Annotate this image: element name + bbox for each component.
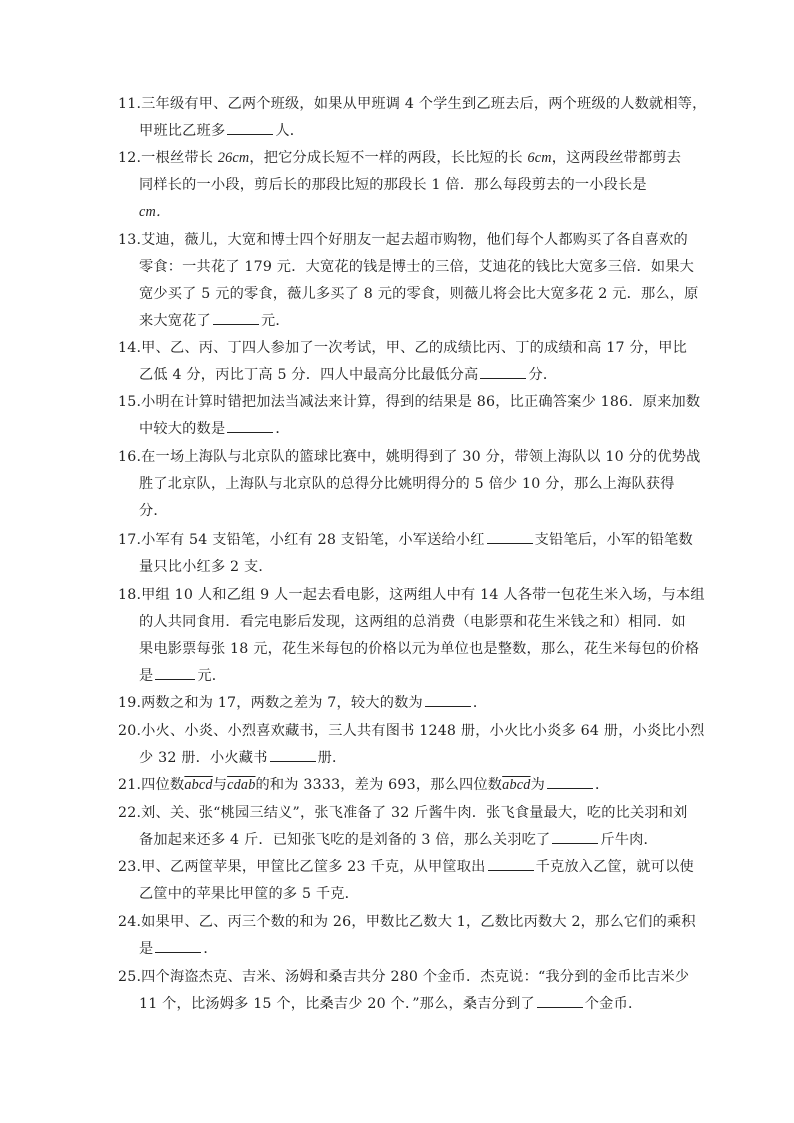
answer-blank[interactable] <box>552 829 598 844</box>
problem-text: 册． <box>317 750 347 766</box>
problem-text: cm． <box>139 204 171 220</box>
problem-number: 21. <box>118 777 142 793</box>
problem-23 <box>118 854 694 908</box>
overline-number: cdab <box>227 777 256 793</box>
problem-number: 25. <box>118 969 142 985</box>
problem-24 <box>118 909 696 963</box>
problem-text: 乙筐中的苹果比甲筐的多 5 千克． <box>139 886 360 902</box>
overline-number: abcd <box>502 777 531 793</box>
problem-text: 11 个，比汤姆多 15 个，比桑吉少 20 个．”那么，桑吉分到了 <box>139 996 535 1012</box>
problem-text: 来大宽花了 <box>139 313 211 329</box>
problem-text: 甲、乙、丙、丁四人参加了一次考试，甲、乙的成绩比丙、丁的成绩和高 17 分，甲比 <box>141 340 687 356</box>
problem-11 <box>118 91 707 145</box>
problem-text: 一根丝带长 <box>141 150 218 166</box>
problem-text: ． <box>275 421 290 437</box>
problem-text: 元． <box>260 313 290 329</box>
problem-text: 的和为 3333，差为 693，那么四位数 <box>255 777 503 793</box>
problem-text: 为 <box>530 777 545 793</box>
problem-20 <box>118 718 705 772</box>
problem-text: 个金币． <box>584 996 643 1012</box>
problem-text: 果电影票每张 18 元，花生米每包的价格以元为单位也是整数，那么，花生米每包的价格 <box>139 641 700 657</box>
problem-number: 17. <box>118 532 142 548</box>
problem-number: 24. <box>118 914 142 930</box>
problem-text: 与 <box>212 777 228 793</box>
problem-text: ，把它分成长短不一样的两段，长比短的长 <box>249 150 528 166</box>
problem-text: 元． <box>197 668 227 684</box>
problem-text: 备加起来还多 4 斤．已知张飞吃的是刘备的 3 倍，那么关羽吃了 <box>139 832 551 848</box>
overline-number: abcd <box>184 777 213 793</box>
problem-text: 三年级有甲、乙两个班级，如果从甲班调 4 个学生到乙班去后，两个班级的人数就相等， <box>141 96 707 112</box>
problem-22 <box>118 800 688 854</box>
problem-text: 零食：一共花了 179 元．大宽花的钱是博士的三倍，艾迪花的钱比大宽多三倍．如果大 <box>139 259 695 275</box>
problem-text: 是 <box>139 668 154 684</box>
answer-blank[interactable] <box>488 856 534 871</box>
problem-text: 甲班比乙班多 <box>139 123 226 139</box>
problem-text: 甲、乙两筐苹果，甲筐比乙筐多 23 千克，从甲筐取出 <box>141 859 486 875</box>
problem-text: 小军有 54 支铅笔，小红有 28 支铅笔，小军送给小红 <box>141 532 485 548</box>
problem-number: 15. <box>118 394 142 410</box>
problem-number: 22. <box>118 805 142 821</box>
problem-text: 支铅笔后，小军的铅笔数 <box>534 532 693 548</box>
problem-number: 16. <box>118 449 142 465</box>
problem-text: 胜了北京队，上海队与北京队的总得分比姚明得分的 5 倍少 10 分，那么上海队获得 <box>139 476 675 492</box>
problem-text: 少 32 册．小火藏书 <box>139 750 268 766</box>
problem-text: 分． <box>528 367 558 383</box>
answer-blank[interactable] <box>270 747 316 762</box>
problem-16 <box>118 444 701 525</box>
answer-blank[interactable] <box>155 665 195 680</box>
problem-text: 分． <box>139 503 168 519</box>
problem-number: 18. <box>118 587 142 603</box>
problem-number: 12. <box>118 150 142 166</box>
problem-text: 两数之和为 17，两数之差为 7，较大的数为 <box>141 695 423 711</box>
problem-text: ． <box>472 695 488 711</box>
problem-text: 四个海盗杰克、吉米、汤姆和桑吉共分 280 个金币．杰克说：“我分到的金币比吉米少 <box>141 969 690 985</box>
problem-number: 13. <box>118 232 142 248</box>
problem-text: ． <box>594 777 610 793</box>
answer-blank[interactable] <box>480 364 526 379</box>
problem-15 <box>118 389 701 443</box>
problem-number: 11. <box>118 96 142 112</box>
problem-text: 千克放入乙筐，就可以使 <box>535 859 694 875</box>
answer-blank[interactable] <box>537 993 583 1008</box>
problem-17 <box>118 527 693 581</box>
problem-number: 20. <box>118 723 142 739</box>
answer-blank[interactable] <box>487 529 533 544</box>
problem-text: 量只比小红多 2 支． <box>139 559 273 575</box>
problem-19 <box>118 690 678 717</box>
answer-blank[interactable] <box>547 774 593 789</box>
problem-text: 如果甲、乙、丙三个数的和为 26，甲数比乙数大 1，乙数比丙数大 2，那么它们的乘积 <box>141 914 696 930</box>
problem-18 <box>118 582 705 690</box>
problem-text: 刘、关、张“桃园三结义”，张飞准备了 32 斤酱牛肉．张飞食量最大，吃的比关羽和刘 <box>141 805 688 821</box>
problem-text: 是 <box>139 941 154 957</box>
answer-blank[interactable] <box>227 120 273 135</box>
problem-text: 人． <box>275 123 305 139</box>
answer-blank[interactable] <box>155 938 201 953</box>
problem-text: 艾迪，薇儿，大宽和博士四个好朋友一起去超市购物，他们每个人都购买了各自喜欢的 <box>141 232 688 248</box>
math-value: 6cm <box>527 150 552 166</box>
problem-text: 小火、小炎、小烈喜欢藏书，三人共有图书 1248 册，小火比小炎多 64 册，小炎比小烈 <box>141 723 705 739</box>
problem-text: 乙低 4 分，丙比丁高 5 分．四人中最高分比最低分高 <box>139 367 479 383</box>
problem-text: 中较大的数是 <box>139 421 226 437</box>
problem-14 <box>118 335 687 389</box>
answer-blank[interactable] <box>227 418 273 433</box>
problem-text: 斤牛肉． <box>600 832 658 848</box>
problem-text: 甲组 10 人和乙组 9 人一起去看电影，这两组人中有 14 人各带一包花生米入场，与本组 <box>141 587 705 603</box>
problem-21 <box>118 772 678 799</box>
problem-number: 19. <box>118 695 142 711</box>
problem-number: 23. <box>118 859 142 875</box>
problem-text: 小明在计算时错把加法当减法来计算，得到的结果是 86，比正确答案少 186．原来加数 <box>141 394 701 410</box>
problem-text: 同样长的一小段，剪后长的那段比短的那段长 1 倍．那么每段剪去的一小段长是 <box>139 177 647 193</box>
problem-text: 宽少买了 5 元的零食，薇儿多买了 8 元的零食，则薇儿将会比大宽多花 2 元．那么，原 <box>139 286 699 302</box>
answer-blank[interactable] <box>425 692 471 707</box>
problem-text: 的人共同食用．看完电影后发现，这两组的总消费（电影票和花生米钱之和）相同．如 <box>139 614 686 630</box>
answer-blank[interactable] <box>213 310 259 325</box>
problem-number: 14. <box>118 340 142 356</box>
math-value: 26cm <box>217 150 250 166</box>
problem-text: ． <box>203 941 218 957</box>
problem-13 <box>118 227 699 335</box>
problem-text: 四位数 <box>141 777 185 793</box>
problem-25 <box>118 964 690 1018</box>
problem-12 <box>118 145 682 226</box>
problem-text: ，这两段丝带都剪去 <box>551 150 682 166</box>
problem-text: 在一场上海队与北京队的篮球比赛中，姚明得到了 30 分，带领上海队以 10 分的优势战 <box>141 449 701 465</box>
